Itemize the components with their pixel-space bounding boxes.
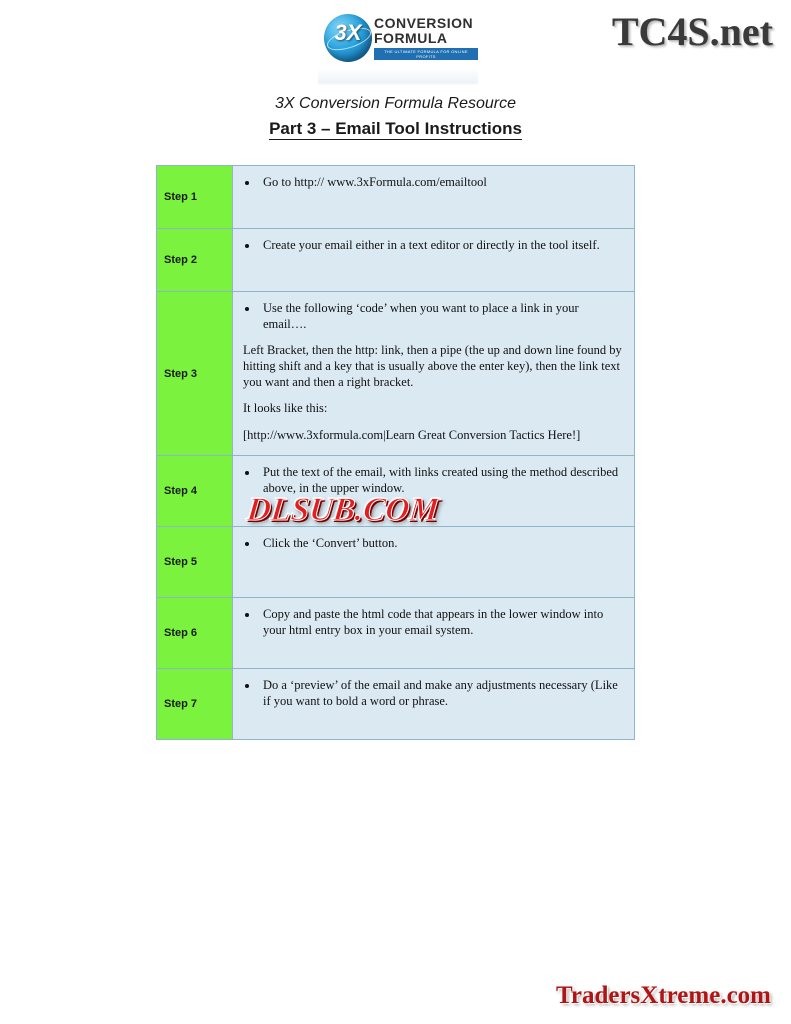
page-title: 3X Conversion Formula Resource (275, 95, 516, 112)
step-label-6: Step 6 (157, 598, 233, 669)
list-item: • Put the text of the email, with links created using the method described above, in the upper window. (259, 465, 624, 496)
step-body-3 (233, 292, 635, 456)
bullet-list (259, 607, 624, 638)
step-body-6 (233, 598, 635, 669)
step-body-7 (233, 669, 635, 740)
step-3-paragraph-1: Left Bracket, then the http: link, then a pipe (the up and down line found by hitting shift and a key that is usually above the enter key), then the link text you want and then a right bracket. (243, 343, 622, 389)
steps-table (156, 165, 635, 740)
table-row (157, 598, 635, 669)
table-row (157, 669, 635, 740)
logo-reflection (318, 68, 478, 84)
table-row (157, 229, 635, 292)
logo-line-2: FORMULA (374, 30, 448, 46)
bullet-list (259, 301, 624, 332)
top-right-watermark: TC4S.net (611, 9, 773, 54)
step-label-5: Step 5 (157, 527, 233, 598)
list-item: • Create your email either in a text editor or directly in the tool itself. (259, 238, 624, 254)
step-label-1: Step 1 (157, 166, 233, 229)
list-item: • Use the following ‘code’ when you want to place a link in your email…. (259, 301, 624, 332)
step-body-5 (233, 527, 635, 598)
step-body-2 (233, 229, 635, 292)
step-label-2: Step 2 (157, 229, 233, 292)
list-item: • Do a ‘preview’ of the email and make any adjustments necessary (Like if you want to bold a word or phrase. (259, 678, 624, 709)
table-row (157, 166, 635, 229)
page-subtitle-text: Part 3 – Email Tool Instructions (269, 119, 522, 138)
bullet-list (259, 175, 624, 191)
logo-tagline: THE ULTIMATE FORMULA FOR ONLINE PROFITS (374, 48, 478, 60)
list-item: • Copy and paste the html code that appears in the lower window into your html entry box in your email system. (259, 607, 624, 638)
step-label-4: Step 4 (157, 456, 233, 527)
logo-mark-text: 3X (334, 20, 362, 45)
logo-wordmark (374, 16, 478, 60)
step-3-paragraph-2: It looks like this: (243, 401, 328, 416)
bullet-list (259, 536, 624, 552)
step-3-code-sample: [http://www.3xformula.com|Learn Great Conversion Tactics Here!] (243, 427, 581, 442)
page-subtitle (0, 119, 791, 139)
list-item: • Go to http:// www.3xFormula.com/emailtool (259, 175, 624, 191)
brand-logo (318, 10, 478, 84)
step-label-3: Step 3 (157, 292, 233, 456)
list-item: • Click the ‘Convert’ button. (259, 536, 624, 552)
bullet-list (259, 238, 624, 254)
table-row (157, 527, 635, 598)
logo-graphic (318, 10, 478, 68)
logo-line-1: CONVERSION (374, 15, 474, 31)
step-body-1 (233, 166, 635, 229)
bottom-right-watermark: TradersXtreme.com (556, 982, 771, 1009)
bullet-list (259, 678, 624, 709)
step-label-7: Step 7 (157, 669, 233, 740)
overlay-watermark: DLSUB.COM (245, 492, 441, 528)
table-row (157, 292, 635, 456)
